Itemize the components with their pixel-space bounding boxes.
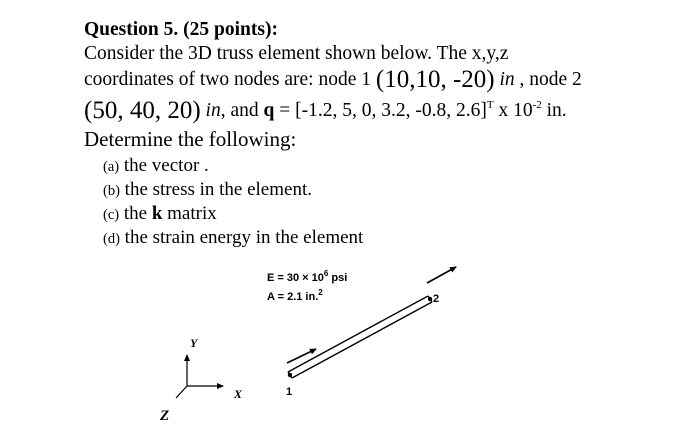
area-label: A = 2.1 in.$^2$ <box>267 288 323 303</box>
part-d-label: (d) <box>103 231 120 247</box>
node1-unit: in <box>499 69 515 90</box>
q-vector: = [-1.2, 5, 0, 3.2, -0.8, 2.6] <box>274 100 487 121</box>
line2-suffix: , node 2 <box>519 69 582 90</box>
direction-arrow-2 <box>427 267 456 283</box>
line3-and: , and <box>220 100 264 121</box>
q-scale-exponent: -2 <box>532 99 542 111</box>
line2-prefix: coordinates of two nodes are: node 1 <box>84 69 376 90</box>
part-b-label: (b) <box>103 183 120 199</box>
part-d-text: the strain energy in the element <box>119 227 364 248</box>
node1-coordinates: (10,10, -20) <box>375 66 495 93</box>
q-scale: x 10 <box>493 100 533 121</box>
question-line-4: Determine the following: <box>84 127 297 151</box>
part-a-text: the vector . <box>119 155 209 176</box>
q-symbol: q <box>263 100 275 121</box>
node2-coordinates: (50, 40, 20) <box>84 97 201 124</box>
transpose-mark: T <box>486 99 494 111</box>
part-c-text-post: matrix <box>162 203 217 224</box>
node-2-label: 2 <box>433 293 440 305</box>
part-c-k-symbol: k <box>151 203 163 224</box>
part-c-text-pre: the <box>119 203 152 224</box>
q-scale-unit: in. <box>541 100 567 121</box>
part-a-label: (a) <box>103 159 120 175</box>
part-c-label: (c) <box>103 207 120 223</box>
z-axis-line <box>176 386 187 398</box>
direction-arrow-1 <box>287 349 316 363</box>
question-title: Question 5. (25 points): <box>84 19 278 40</box>
x-axis-label: X <box>234 387 243 401</box>
node-2-marker <box>428 297 432 301</box>
z-axis-label: Z <box>160 408 170 424</box>
node-1-label: 1 <box>286 386 293 398</box>
coordinate-axes <box>159 336 243 424</box>
part-b-text: the stress in the element. <box>119 179 312 200</box>
modulus-label: $E = 30 \times 10^6$ psi <box>267 269 348 284</box>
node-1-marker <box>288 373 292 377</box>
y-axis-label: Y <box>190 336 198 350</box>
truss-element <box>288 296 432 378</box>
question-line-1: Consider the 3D truss element shown below. The x,y,z <box>84 43 509 64</box>
node2-unit: in <box>205 100 221 121</box>
